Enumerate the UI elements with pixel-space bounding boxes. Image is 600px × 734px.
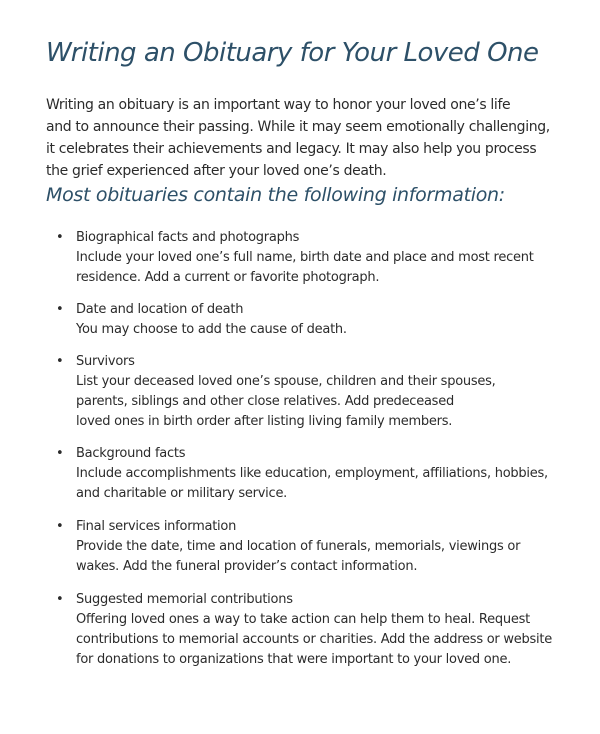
list-item-line: parents, siblings and other close relatives. Add predeceased xyxy=(76,394,454,409)
list-item-line: for donations to organizations that were important to your loved one. xyxy=(76,652,512,667)
list-item-contributions xyxy=(0,590,600,670)
list-item-line: Include your loved one’s full name, birth date and place and most recent xyxy=(76,250,534,265)
bullet-icon: • xyxy=(56,592,64,607)
list-item-title: Final services information xyxy=(76,519,237,534)
list-item-title: Suggested memorial contributions xyxy=(76,592,293,607)
list-item-title: Survivors xyxy=(76,354,135,369)
intro-line: the grief experienced after your loved one’s death. xyxy=(46,163,387,179)
list-item-body xyxy=(0,464,600,504)
list-item-body xyxy=(0,610,600,670)
list-item-line: residence. Add a current or favorite photograph. xyxy=(76,270,380,285)
bullet-icon: • xyxy=(56,519,64,534)
list-item-line: Include accomplishments like education, employment, affiliations, hobbies, xyxy=(76,466,548,481)
list-item-title: Background facts xyxy=(76,446,186,461)
list-item-body xyxy=(0,372,600,432)
list-item-line: List your deceased loved one’s spouse, children and their spouses, xyxy=(76,374,496,389)
list-item-services xyxy=(0,517,600,577)
list-item-biographical xyxy=(0,228,600,288)
intro-line: and to announce their passing. While it may seem emotionally challenging, xyxy=(46,119,550,135)
page-title: Writing an Obituary for Your Loved One xyxy=(46,38,539,68)
intro-line: Writing an obituary is an important way to honor your loved one’s life xyxy=(46,97,511,113)
list-item-line: and charitable or military service. xyxy=(76,486,288,501)
list-item-body xyxy=(0,537,600,577)
list-item-title: Date and location of death xyxy=(76,302,244,317)
bullet-icon: • xyxy=(56,302,64,317)
intro-line: it celebrates their achievements and legacy. It may also help you process xyxy=(46,141,537,157)
list-item-survivors xyxy=(0,352,600,432)
list-item-line: You may choose to add the cause of death. xyxy=(76,322,347,337)
list-item-background xyxy=(0,444,600,504)
list-item-title: Biographical facts and photographs xyxy=(76,230,300,245)
intro-paragraph xyxy=(46,94,566,182)
list-item-line: contributions to memorial accounts or charities. Add the address or website xyxy=(76,632,553,647)
bullet-icon: • xyxy=(56,354,64,369)
list-item-line: Offering loved ones a way to take action can help them to heal. Request xyxy=(76,612,530,627)
list-item-body xyxy=(0,320,600,340)
list-item-death xyxy=(0,300,600,340)
list-item-line: Provide the date, time and location of funerals, memorials, viewings or xyxy=(76,539,521,554)
bullet-icon: • xyxy=(56,230,64,245)
list-item-line: loved ones in birth order after listing living family members. xyxy=(76,414,453,429)
list-item-body xyxy=(0,248,600,288)
section-subheading: Most obituaries contain the following information: xyxy=(46,184,505,206)
list-item-line: wakes. Add the funeral provider’s contact information. xyxy=(76,559,418,574)
bullet-icon: • xyxy=(56,446,64,461)
